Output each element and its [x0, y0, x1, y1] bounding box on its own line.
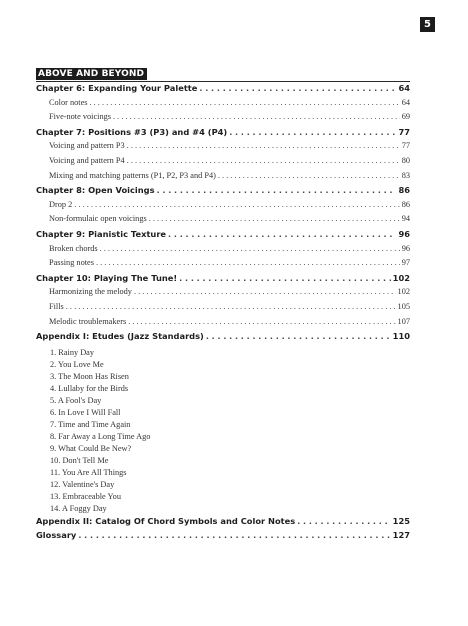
- toc-trailing-entries: [36, 516, 410, 545]
- toc-chapter-row: [36, 127, 410, 142]
- toc-subentry-row: [36, 141, 410, 156]
- toc-subentry-row: [36, 302, 410, 317]
- dot-leader: [168, 230, 396, 239]
- toc-chapter-row: [36, 185, 410, 200]
- entry-page-number: 86: [398, 185, 410, 196]
- dot-leader: [297, 517, 390, 526]
- section-header: ABOVE AND BEYOND: [36, 68, 147, 80]
- dot-leader: [206, 332, 391, 341]
- dot-leader: [199, 84, 396, 93]
- entry-title: Fills: [49, 301, 64, 311]
- toc-subentry-row: [36, 214, 410, 229]
- etude-list-item: 5. A Fool's Day: [50, 395, 102, 405]
- entry-page-number: 83: [401, 170, 410, 180]
- dot-leader: [66, 302, 396, 311]
- entry-title: Broken chords: [49, 243, 98, 253]
- dot-leader: [149, 214, 400, 223]
- entry-page-number: 97: [401, 258, 410, 268]
- toc-subentry-row: [36, 112, 410, 127]
- entry-page-number: 107: [397, 316, 410, 326]
- dot-leader: [218, 171, 400, 180]
- toc-subentry-row: [36, 98, 410, 113]
- dot-leader: [157, 186, 397, 195]
- entry-page-number: 105: [397, 301, 410, 311]
- etude-list-item: 13. Embraceable You: [50, 491, 121, 501]
- dot-leader: [96, 258, 400, 267]
- etude-list-item: 2. You Love Me: [50, 359, 104, 369]
- toc-subentry-row: [36, 287, 410, 302]
- entry-title: Harmonizing the melody: [49, 287, 132, 297]
- etude-list-item: 10. Don't Tell Me: [50, 455, 109, 465]
- etude-list-item: 7. Time and Time Again: [50, 419, 131, 429]
- dot-leader: [127, 156, 400, 165]
- entry-title: Appendix II: Catalog Of Chord Symbols and Color Notes: [36, 515, 296, 526]
- entry-title: Chapter 6: Expanding Your Palette: [36, 83, 198, 93]
- dot-leader: [90, 98, 400, 107]
- entry-page-number: 64: [401, 97, 410, 107]
- toc-subentry-row: [36, 244, 410, 259]
- toc-subentry-row: [36, 317, 410, 332]
- entry-page-number: 96: [401, 243, 410, 253]
- toc-chapter-row: [36, 530, 410, 545]
- dot-leader: [179, 274, 391, 283]
- dot-leader: [128, 317, 395, 326]
- toc-subentry-row: [36, 200, 410, 215]
- etude-list-item: 12. Valentine's Day: [50, 479, 115, 489]
- dot-leader: [100, 244, 400, 253]
- toc-chapter-row: [36, 83, 410, 98]
- toc-chapter-row: [36, 229, 410, 244]
- entry-title: Voicing and pattern P3: [49, 141, 125, 151]
- entry-page-number: 94: [401, 214, 410, 224]
- entry-title: Voicing and pattern P4: [49, 155, 125, 165]
- entry-page-number: 96: [398, 228, 410, 239]
- toc-subentry-row: [36, 156, 410, 171]
- entry-title: Melodic troublemakers: [49, 316, 127, 326]
- etude-list-item: 8. Far Away a Long Time Ago: [50, 431, 151, 441]
- etude-list-item: 1. Rainy Day: [50, 347, 95, 357]
- toc-chapter-row: [36, 516, 410, 531]
- dot-leader: [74, 200, 399, 209]
- etude-list-item: 11. You Are All Things: [50, 467, 127, 477]
- toc-subentry-row: [36, 258, 410, 273]
- entry-title: Mixing and matching patterns (P1, P2, P3 and P4): [49, 170, 216, 180]
- entry-title: Drop 2: [49, 199, 73, 209]
- dot-leader: [127, 141, 400, 150]
- toc-entries: [36, 83, 410, 346]
- etude-list-item: 4. Lullaby for the Birds: [50, 383, 129, 393]
- etude-list-item: 3. The Moon Has Risen: [50, 371, 129, 381]
- entry-page-number: 86: [401, 199, 410, 209]
- dot-leader: [229, 128, 396, 137]
- entry-page-number: 77: [398, 126, 410, 137]
- entry-page-number: 102: [397, 287, 410, 297]
- table-of-contents: [36, 63, 410, 545]
- entry-page-number: 102: [392, 272, 410, 283]
- entry-page-number: 64: [398, 83, 410, 93]
- page-number: 5: [420, 17, 435, 32]
- etude-list: [36, 346, 410, 516]
- dot-leader: [78, 531, 390, 540]
- entry-page-number: 125: [392, 515, 410, 526]
- entry-title: Chapter 9: Pianistic Texture: [36, 228, 167, 239]
- entry-title: Chapter 7: Positions #3 (P3) and #4 (P4): [36, 126, 228, 137]
- entry-title: Appendix I: Etudes (Jazz Standards): [36, 331, 204, 342]
- toc-chapter-row: [36, 273, 410, 288]
- toc-chapter-row: [36, 331, 410, 346]
- entry-page-number: 77: [401, 141, 410, 151]
- etude-list-item: 14. A Foggy Day: [50, 503, 107, 513]
- entry-title: Glossary: [36, 530, 77, 541]
- entry-title: Passing notes: [49, 258, 94, 268]
- entry-title: Non-formulaic open voicings: [49, 214, 147, 224]
- entry-title: Color notes: [49, 97, 88, 107]
- entry-page-number: 110: [392, 331, 410, 342]
- dot-leader: [134, 287, 396, 296]
- etude-list-item: 9. What Could Be New?: [50, 443, 132, 453]
- entry-page-number: 69: [401, 112, 410, 122]
- entry-title: Chapter 8: Open Voicings: [36, 185, 155, 196]
- etude-list-item: 6. In Love I Will Fall: [50, 407, 121, 417]
- entry-title: Chapter 10: Playing The Tune!: [36, 272, 178, 283]
- dot-leader: [113, 112, 400, 121]
- entry-page-number: 127: [392, 530, 410, 541]
- header-rule: [36, 81, 410, 82]
- toc-subentry-row: [36, 171, 410, 186]
- entry-title: Five-note voicings: [49, 112, 111, 122]
- entry-page-number: 80: [401, 155, 410, 165]
